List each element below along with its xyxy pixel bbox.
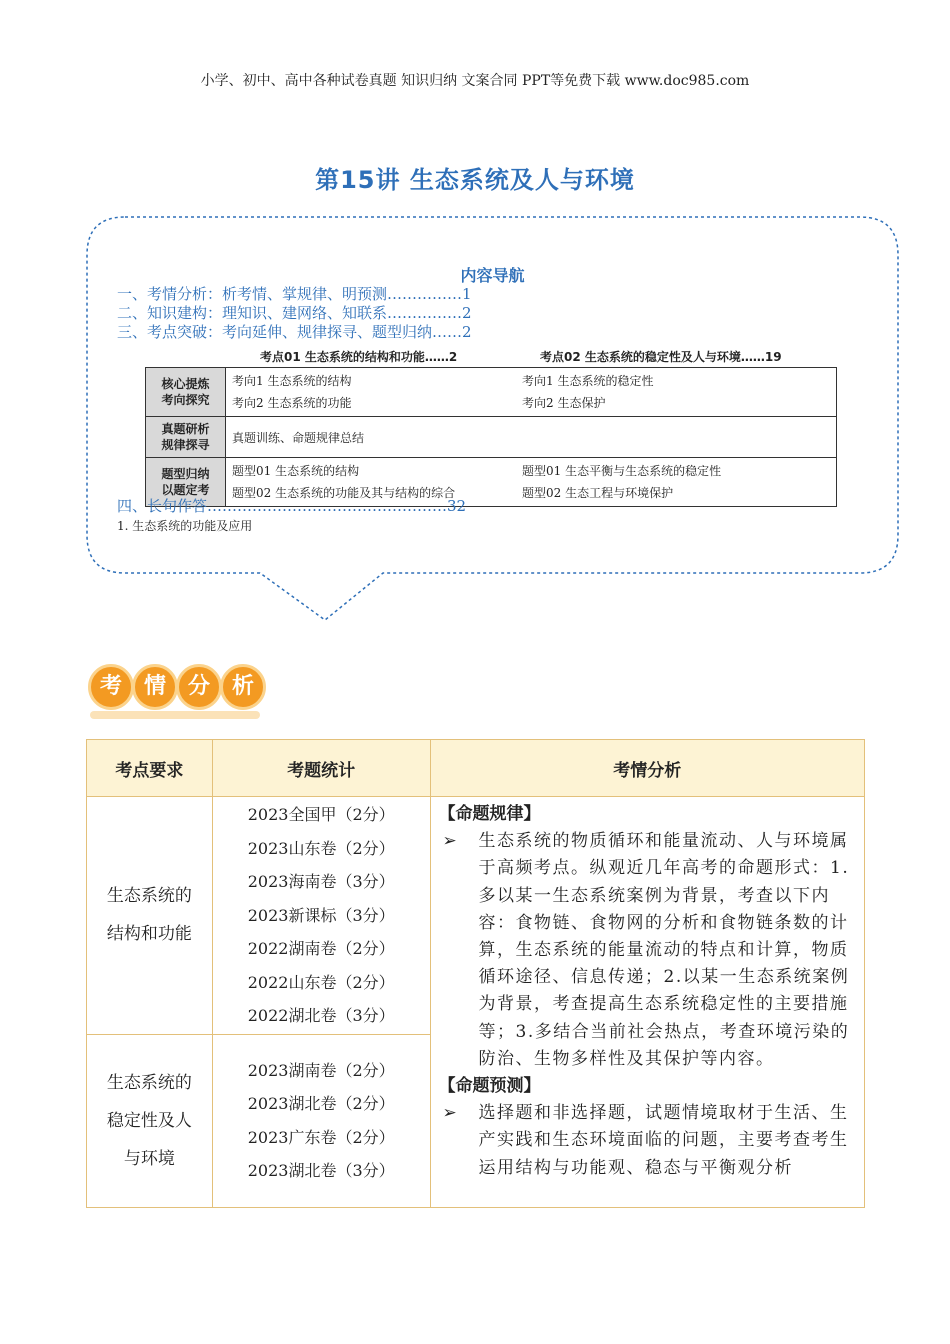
statistics-cell (212, 1034, 430, 1207)
stat-item: 2023山东卷（2分） (247, 838, 395, 858)
requirement-line: 生态系统的 (106, 1072, 192, 1093)
kaodian-2-heading[interactable]: 考点02 生态系统的稳定性及人与环境……19 (540, 350, 782, 364)
analysis-cell (430, 797, 864, 1208)
stat-item: 2022山东卷（2分） (247, 972, 395, 992)
nav-label-text: 真题研析 规律探寻 (161, 422, 210, 452)
nav-heading: 内容导航 (460, 266, 525, 285)
nav-row-label (146, 417, 226, 458)
nav-row-exam (146, 417, 837, 458)
nav-item[interactable]: 考向2 生态系统的功能 (232, 396, 352, 410)
section-badge-kaoqing (86, 664, 268, 720)
badge-underline (90, 711, 260, 719)
nav-item[interactable]: 考向1 生态系统的稳定性 (522, 374, 654, 388)
stat-item: 2023广东卷（2分） (247, 1127, 395, 1147)
nav-row-label (146, 368, 226, 417)
nav-item[interactable]: 题型01 生态系统的结构 (232, 464, 360, 478)
page-title: 第15讲 生态系统及人与环境 (315, 166, 635, 194)
nav-item[interactable]: 考向1 生态系统的结构 (232, 374, 352, 388)
nav-row-cell (226, 417, 837, 458)
bullet-arrow-icon: ➢ (442, 831, 459, 852)
analysis-tag-forecast: 【命题预测】 (438, 1076, 541, 1097)
nav-link-1[interactable]: 一、考情分析：析考情、掌规律、明预测……………1 (117, 285, 472, 303)
header-requirement: 考点要求 (87, 740, 213, 797)
nav-table (145, 367, 837, 507)
badge-char: 分 (176, 664, 222, 710)
analysis-forecast-text: 选择题和非选择题，试题情境取材于生活、生产实践和生态环境面临的问题，主要考查考生运用结构与功能观、稳态与平衡观分析 (478, 1103, 849, 1178)
kaodian-1-heading[interactable]: 考点01 生态系统的结构和功能……2 (260, 350, 458, 364)
nav-item[interactable]: 考向2 生态保护 (522, 396, 606, 410)
nav-item[interactable]: 题型02 生态系统的功能及其与结构的综合 (232, 486, 456, 500)
statistics-cell (212, 797, 430, 1035)
requirement-line: 稳定性及人 (106, 1110, 192, 1131)
stat-item: 2023湖南卷（2分） (247, 1060, 395, 1080)
requirement-cell (87, 797, 213, 1035)
content-navigation-box (85, 215, 900, 575)
badge-char: 考 (88, 664, 134, 710)
analysis-table (86, 739, 865, 1208)
table-row (87, 797, 865, 1035)
requirement-line: 结构和功能 (106, 924, 192, 945)
nav-link-2[interactable]: 二、知识建构：理知识、建网络、知联系……………2 (117, 304, 472, 322)
nav-link-4[interactable]: 四、长句作答…………………………………………32 (117, 497, 467, 515)
badge-char: 析 (220, 664, 266, 710)
nav-row-cell (226, 368, 837, 417)
stat-item: 2022湖南卷（2分） (247, 939, 395, 958)
table-header-row (87, 740, 865, 797)
nav-label-text: 题型归纳 以题定考 (161, 467, 210, 497)
stat-item: 2022湖北卷（3分） (247, 1006, 395, 1025)
nav-row-core (146, 368, 837, 417)
badge-char: 情 (132, 664, 178, 710)
nav-link-3[interactable]: 三、考点突破：考向延伸、规律探寻、题型归纳……2 (117, 323, 472, 341)
nav-label-text: 核心提炼 考向探究 (161, 377, 210, 407)
bullet-arrow-icon: ➢ (442, 1103, 459, 1124)
requirement-line: 生态系统的 (106, 886, 192, 907)
nav-item[interactable]: 题型01 生态平衡与生态系统的稳定性 (522, 464, 722, 478)
nav-sub-item[interactable]: 1. 生态系统的功能及应用 (117, 519, 253, 533)
stat-item: 2023新课标（3分） (247, 905, 395, 925)
analysis-rule-text: 生态系统的物质循环和能量流动、人与环境属于高频考点。纵观近几年高考的命题形式：1.多以某一生态系统案例为背景，考查以下内容：食物链、食物网的分析和食物链条数的计算，生态系统的能量流动的特点和计算，物质循环途径、信息传递；2.以某一生态系统案例为背景，考查提高生态系统稳定性的主要措施等；3.多结合当前社会热点，考查环境污染的防治、生物多样性及其保护等内容。 (478, 831, 850, 1069)
stat-item: 2023海南卷（3分） (247, 872, 395, 891)
stat-item: 2023湖北卷（3分） (247, 1161, 395, 1180)
stat-item: 2023湖北卷（2分） (247, 1094, 395, 1113)
analysis-tag-rule: 【命题规律】 (438, 804, 541, 824)
requirement-cell (87, 1034, 213, 1207)
requirement-line: 与环境 (123, 1148, 175, 1169)
page-header: 小学、初中、高中各种试卷真题 知识归纳 文案合同 PPT等免费下载 www.doc985.com (200, 73, 750, 89)
header-analysis: 考情分析 (430, 740, 864, 797)
header-statistics: 考题统计 (212, 740, 430, 797)
nav-item[interactable]: 题型02 生态工程与环境保护 (522, 486, 674, 500)
stat-item: 2023全国甲（2分） (247, 805, 395, 824)
nav-item[interactable]: 真题训练、命题规律总结 (232, 430, 365, 445)
